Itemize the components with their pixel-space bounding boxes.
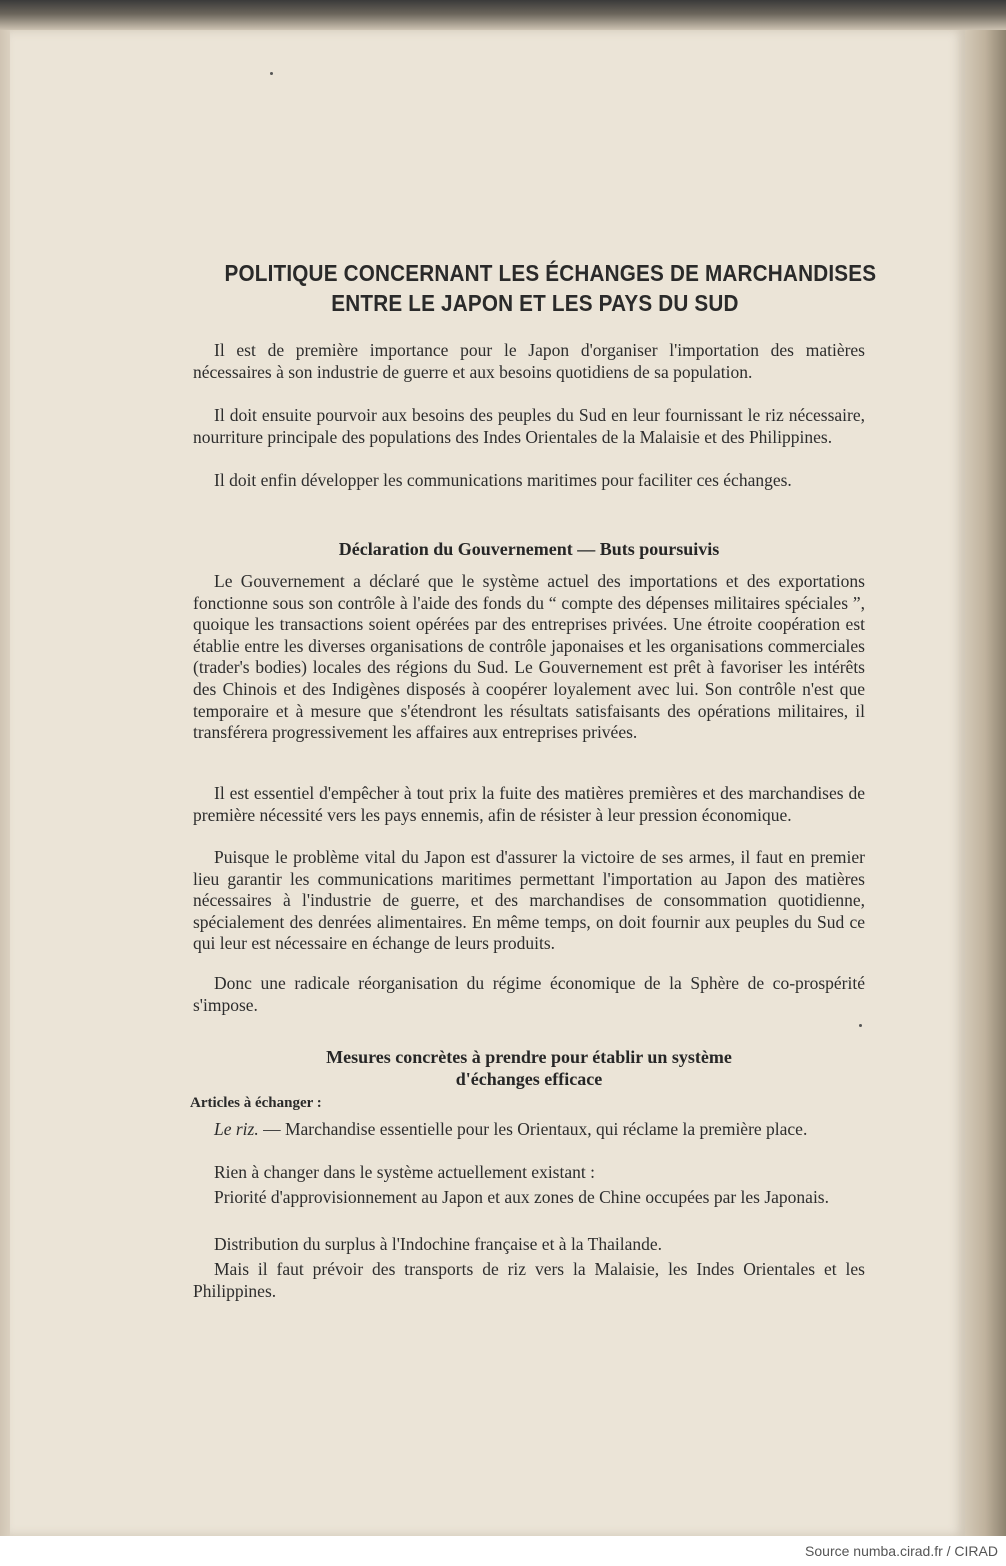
rice-text: — Marchandise essentielle pour les Orientaux, qui réclame la première place. [258, 1119, 808, 1139]
page-speck [270, 72, 273, 75]
section2-paragraph-3: Distribution du surplus à l'Indochine française et à la Thailande. [214, 1234, 662, 1254]
page-speck [859, 1024, 862, 1027]
title-line-2: ENTRE LE JAPON ET LES PAYS DU SUD [331, 290, 739, 316]
section1-paragraph-2: Il est essentiel d'empêcher à tout prix la fuite des matières premières et des marchandises de première nécessité vers les pays ennemis, afin de résister à leur pression économique. [193, 783, 865, 825]
section2-paragraph-1: Rien à changer dans le système actuellement existant : [214, 1162, 595, 1182]
title-line-1: POLITIQUE CONCERNANT LES ÉCHANGES DE MARCHANDISES [224, 260, 877, 286]
source-credit[interactable]: Source numba.cirad.fr / CIRAD [805, 1543, 998, 1559]
section2-paragraph-4: Mais il faut prévoir des transports de riz vers la Malaisie, les Indes Orientales et les Philippines. [193, 1259, 865, 1301]
intro-paragraph-3: Il doit enfin développer les communications maritimes pour faciliter ces échanges. [214, 470, 792, 490]
section-heading-mesures [193, 1046, 865, 1090]
rice-label: Le riz. [214, 1119, 259, 1139]
section1-paragraph-3: Puisque le problème vital du Japon est d'assurer la victoire de ses armes, il faut en premier lieu garantir les communications maritimes permettant l'importation au Japon des matières nécessaires à l'industrie de guerre, et des marchandises de consommation quotidienne, spécialement des denrées alimentaires. En même temps, on doit fournir aux peuples du Sud ce qui leur est nécessaire en échange de leurs produits. [193, 847, 865, 954]
book-top-edge [0, 0, 1006, 30]
intro-paragraph-2: Il doit ensuite pourvoir aux besoins des peuples du Sud en leur fournissant le riz nécessaire, nourriture principale des populations des Indes Orientales de la Malaisie et des Philippines. [193, 405, 865, 447]
section1-paragraph-4: Donc une radicale réorganisation du régime économique de la Sphère de co-prospérité s'impose. [193, 973, 865, 1015]
rice-paragraph [193, 1119, 865, 1141]
section1-paragraph-1: Le Gouvernement a déclaré que le système actuel des importations et des exportations fonctionne sous son contrôle à l'aide des fonds du “ compte des dépenses militaires spéciales ”, quoique les transactions soient opérées par des entreprises privées. Une étroite coopération est établie entre les diverses organisations de contrôle japonaises et les organisations commerciales (trader's bodies) locales des régions du Sud. Le Gouvernement est prêt à favoriser les intérêts des Chinois et des Indigènes disposés à coopérer loyalement avec lui. Son contrôle n'est que temporaire et à mesure que s'étendront les résultats satisfaisants des opérations militaires, il transférera progressivement les affaires aux entreprises privées. [193, 571, 865, 743]
articles-subheading: Articles à échanger : [190, 1095, 322, 1111]
document-title [190, 258, 880, 318]
section2-paragraph-2: Priorité d'approvisionnement au Japon et aux zones de Chine occupées par les Japonais. [214, 1187, 829, 1207]
section2-heading-line-2: d'échanges efficace [455, 1069, 603, 1089]
intro-paragraph-1: Il est de première importance pour le Japon d'organiser l'importation des matières nécessaires à son industrie de guerre et aux besoins quotidiens de sa population. [193, 340, 865, 382]
section2-heading-line-1: Mesures concrètes à prendre pour établir un système [326, 1047, 732, 1067]
section-heading-declaration: Déclaration du Gouvernement — Buts poursuivis [338, 539, 720, 559]
